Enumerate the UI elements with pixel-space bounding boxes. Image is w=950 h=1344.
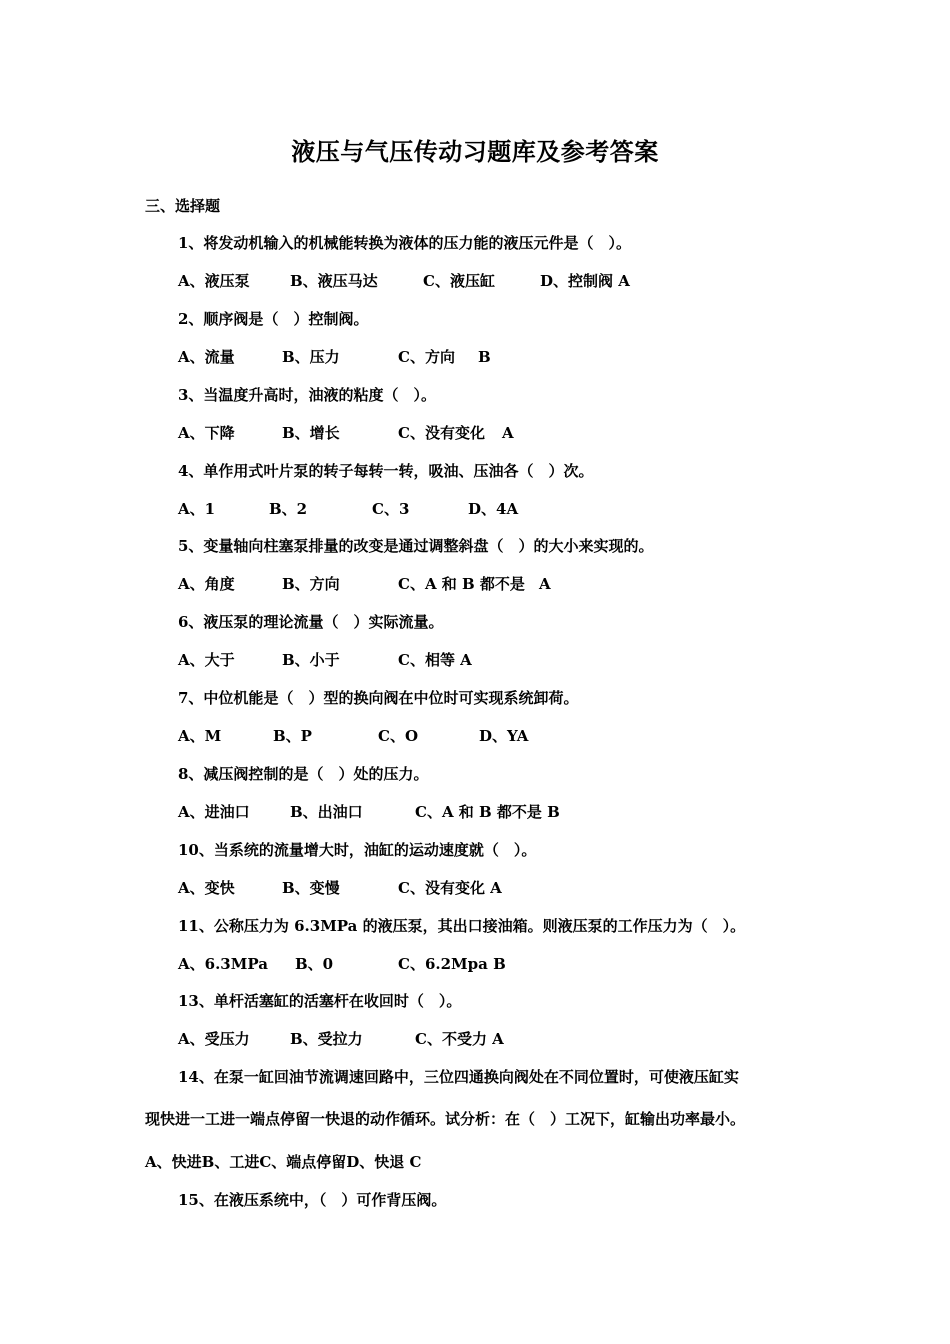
option: B、压力 bbox=[282, 348, 340, 366]
options-11 bbox=[178, 953, 506, 974]
option: B、液压马达 bbox=[290, 272, 378, 290]
option: A、6.3MPa bbox=[178, 955, 268, 973]
option: A、角度 bbox=[178, 575, 235, 593]
option: B bbox=[478, 348, 491, 366]
option: A bbox=[539, 575, 551, 593]
question-3: 3、当温度升高时，油液的粘度（ ）。 bbox=[178, 386, 436, 404]
page-title: 液压与气压传动习题库及参考答案 bbox=[291, 137, 659, 166]
option: C、3 bbox=[372, 500, 410, 518]
option: B、工进 bbox=[201, 1153, 260, 1171]
option: B、方向 bbox=[282, 575, 340, 593]
option: C、相等 A bbox=[398, 651, 472, 669]
option: A、快进 bbox=[145, 1153, 202, 1171]
option: C、方向 bbox=[398, 348, 455, 366]
option: B、变慢 bbox=[282, 879, 340, 897]
option: C、A 和 B 都不是 B bbox=[415, 803, 560, 821]
options-8 bbox=[178, 801, 560, 822]
question-2: 2、顺序阀是（ ）控制阀。 bbox=[178, 310, 369, 328]
options-13 bbox=[178, 1028, 504, 1049]
question-1: 1、将发动机输入的机械能转换为液体的压力能的液压元件是（ ）。 bbox=[178, 234, 631, 252]
option: B、0 bbox=[295, 955, 334, 973]
option: D、YA bbox=[479, 727, 529, 745]
options-4 bbox=[178, 498, 518, 519]
question-8: 8、减压阀控制的是（ ）处的压力。 bbox=[178, 765, 429, 783]
option: A、大于 bbox=[178, 651, 235, 669]
option: A、流量 bbox=[178, 348, 235, 366]
options-6 bbox=[178, 649, 472, 670]
option: A、液压泵 bbox=[178, 272, 250, 290]
option: D、4A bbox=[468, 500, 519, 518]
option: B、小于 bbox=[282, 651, 340, 669]
question-14: 14、在泵一缸回油节流调速回路中，三位四通换向阀处在不同位置时，可使液压缸实 bbox=[178, 1068, 739, 1086]
question-11: 11、公称压力为 6.3MPa 的液压泵，其出口接油箱。则液压泵的工作压力为（ ）。 bbox=[178, 917, 746, 935]
option: A、受压力 bbox=[178, 1030, 250, 1048]
question-4: 4、单作用式叶片泵的转子每转一转，吸油、压油各（ ）次。 bbox=[178, 462, 594, 480]
option: B、受拉力 bbox=[290, 1030, 363, 1048]
option: B、P bbox=[273, 727, 312, 745]
option: C、液压缸 bbox=[423, 272, 495, 290]
section-heading: 三、选择题 bbox=[145, 197, 221, 215]
option: D、控制阀 A bbox=[540, 272, 630, 290]
option: A bbox=[502, 424, 514, 442]
option: A、M bbox=[178, 727, 222, 745]
option: B、出油口 bbox=[290, 803, 363, 821]
question-6: 6、液压泵的理论流量（ ）实际流量。 bbox=[178, 613, 444, 631]
options-10 bbox=[178, 877, 502, 898]
option: C、6.2Mpa B bbox=[398, 955, 506, 973]
question-5: 5、变量轴向柱塞泵排量的改变是通过调整斜盘（ ）的大小来实现的。 bbox=[178, 537, 654, 555]
option: C、O bbox=[378, 727, 419, 745]
question-13: 13、单杆活塞缸的活塞杆在收回时（ ）。 bbox=[178, 992, 462, 1010]
question-7: 7、中位机能是（ ）型的换向阀在中位时可实现系统卸荷。 bbox=[178, 689, 579, 707]
option: D、快退 C bbox=[346, 1153, 422, 1171]
options-2 bbox=[178, 346, 491, 367]
option: C、没有变化 A bbox=[398, 879, 502, 897]
option: A、变快 bbox=[178, 879, 235, 897]
options-5 bbox=[178, 573, 551, 594]
question-14-continued: 现快进一工进一端点停留一快退的动作循环。试分析：在（ ）工况下，缸输出功率最小。 bbox=[145, 1110, 746, 1128]
option: A、1 bbox=[178, 500, 216, 518]
options-14 bbox=[145, 1151, 421, 1172]
options-1 bbox=[178, 270, 630, 291]
options-7 bbox=[178, 725, 528, 746]
option: C、不受力 A bbox=[415, 1030, 504, 1048]
options-3 bbox=[178, 422, 514, 443]
option: A、下降 bbox=[178, 424, 235, 442]
option: A、进油口 bbox=[178, 803, 250, 821]
option: C、没有变化 bbox=[398, 424, 485, 442]
question-15: 15、在液压系统中，（ ）可作背压阀。 bbox=[178, 1191, 447, 1209]
option: B、2 bbox=[269, 500, 308, 518]
question-10: 10、当系统的流量增大时，油缸的运动速度就（ ）。 bbox=[178, 841, 537, 859]
option: B、增长 bbox=[282, 424, 340, 442]
option: C、端点停留 bbox=[259, 1153, 347, 1171]
option: C、A 和 B 都不是 bbox=[398, 575, 525, 593]
